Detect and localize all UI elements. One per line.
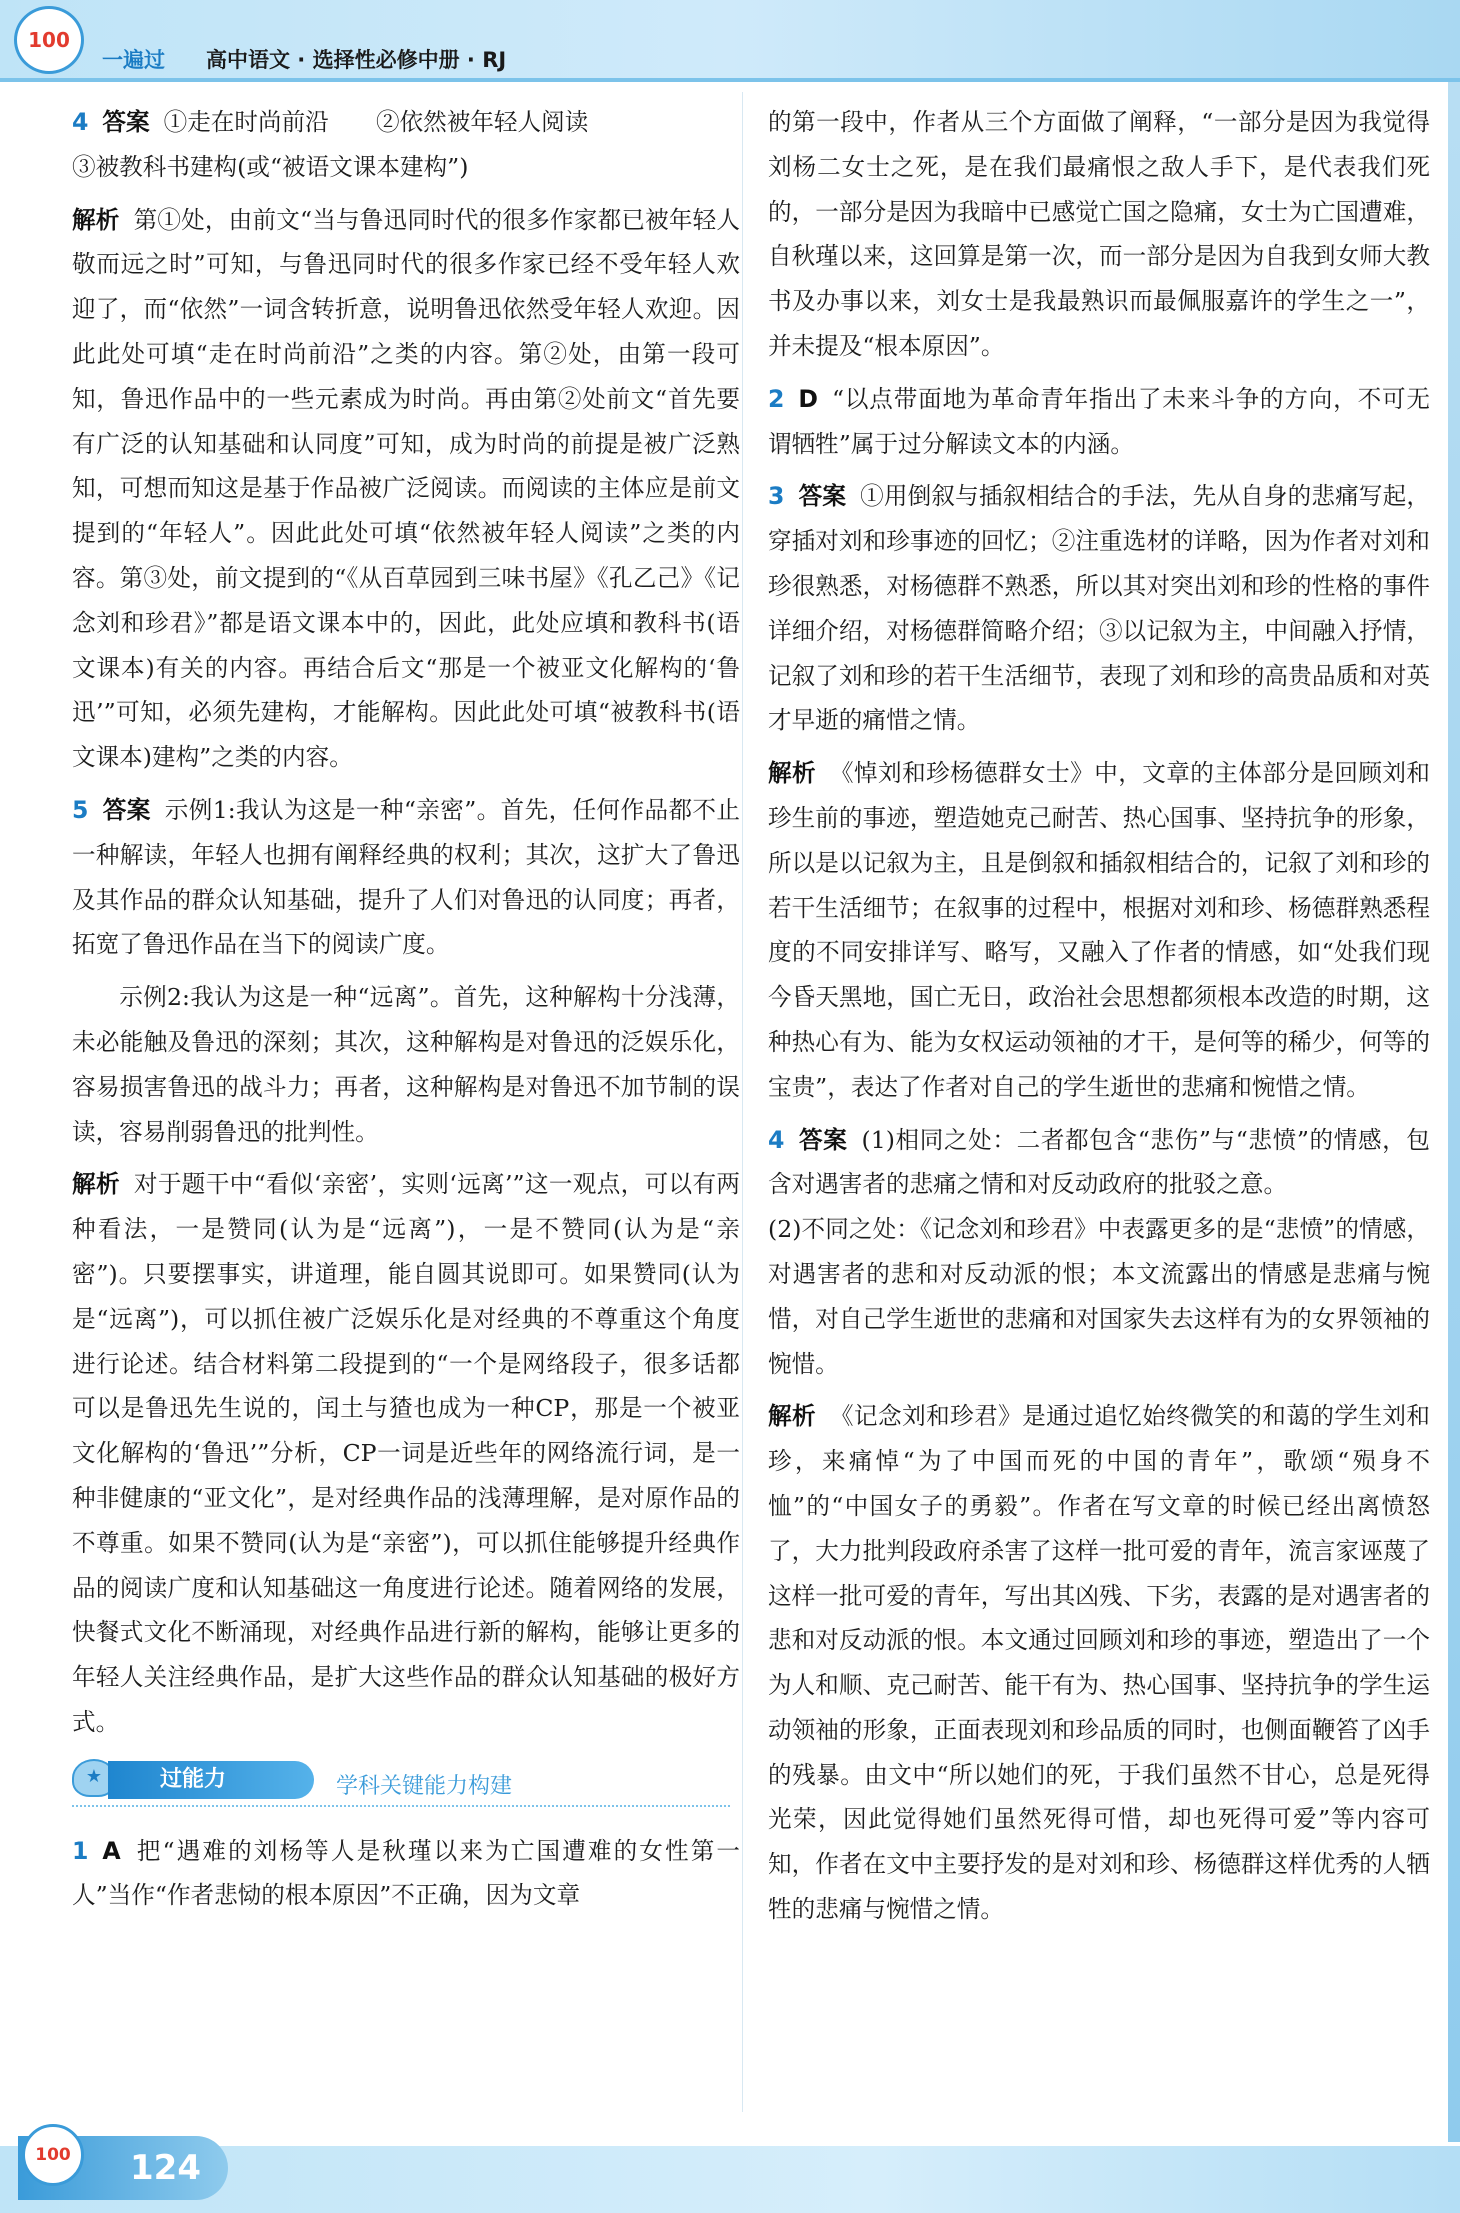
left-column [72, 100, 740, 1926]
ability-q3-analysis [768, 751, 1430, 1109]
section-banner [72, 1755, 740, 1811]
answer-text: (2)不同之处：《记念刘和珍君》中表露更多的是“悲愤”的情感，对遇害者的悲和对反动派的恨；本文流露出的情感是悲痛与惋惜，对自己学生逝世的悲痛和对国家失去这样有为的女界领袖的惋惜。 [768, 1215, 1430, 1378]
book-title: 高中语文 · 选择性必修中册 · RJ [206, 48, 507, 72]
q5-analysis [72, 1162, 740, 1744]
choice-letter: D [798, 384, 819, 413]
analysis-label: 解析 [72, 205, 120, 234]
section-subtitle: 学科关键能力构建 [336, 1773, 513, 1799]
page-number: 124 [130, 2148, 201, 2188]
answer-text: (1)相同之处：二者都包含“悲伤”与“悲愤”的情感，包含对遇害者的悲痛之情和对反动政府的批驳之意。 [768, 1125, 1430, 1199]
answer-label: 答案 [102, 108, 150, 136]
analysis-label: 解析 [768, 759, 817, 788]
question-number: 4 [768, 1125, 785, 1154]
answer-label: 答案 [798, 1125, 848, 1154]
section-dotted-rule [72, 1805, 730, 1807]
ability-q4-answer [768, 1118, 1430, 1387]
section-title: 过能力 [108, 1761, 314, 1799]
explanation-text: 把“遇难的刘杨等人是秋瑾以来为亡国遭难的女性第一人”当作“作者悲恸的根本原因”不正确，因为文章 [72, 1836, 740, 1910]
mascot-icon: ★ [72, 1759, 116, 1797]
analysis-text: 《悼刘和珍杨德群女士》中，文章的主体部分是回顾刘和珍生前的事迹，塑造她克己耐苦、热心国事、坚持抗争的形象，所以是以记叙为主，且是倒叙和插叙相结合的，记叙了刘和珍的若干生活细节；在叙事的过程中，根据对刘和珍、杨德群熟悉程度的不同安排详写、略写，又融入了作者的情感，如“处我们现今昏天黑地，国亡无日，政治社会思想都须根本改造的时期，这种热心有为、能为女权运动领袖的才干，是何等的稀少，何等的宝贵”，表达了作者对自己的学生逝世的悲痛和惋惜之情。 [768, 759, 1430, 1101]
answer-text: 示例1:我认为这是一种“亲密”。首先，任何作品都不止一种解读，年轻人也拥有阐释经典的权利；其次，这扩大了鲁迅及其作品的群众认知基础，提升了人们对鲁迅的认同度；再者，拓宽了鲁迅作品在当下的阅读广度。 [72, 795, 740, 959]
footer-logo-text: 100 [35, 2145, 71, 2165]
brand-name: 一遍过 [102, 48, 165, 72]
ability-q4-analysis [768, 1394, 1430, 1932]
page-edge-strip [1448, 82, 1460, 2142]
choice-letter: A [102, 1836, 121, 1865]
footer-logo [22, 2124, 84, 2186]
answer-label: 答案 [798, 482, 847, 511]
question-number: 1 [72, 1836, 89, 1865]
question-number: 3 [768, 482, 785, 511]
answer-label: 答案 [102, 795, 151, 824]
q5-answer [72, 788, 740, 967]
question-number: 2 [768, 384, 785, 413]
right-column [768, 100, 1430, 1940]
ability-q2 [768, 377, 1430, 467]
answer-text: ③被教科书建构(或“被语文课本建构”) [72, 152, 469, 181]
analysis-text: 《记念刘和珍君》是通过追忆始终微笑的和蔼的学生刘和珍，来痛悼“为了中国而死的中国的青年”，歌颂“殒身不恤”的“中国女子的勇毅”。作者在写文章的时候已经出离愤怒了，大力批判段政府杀害了这样一批可爱的青年，流言家诬蔑了这样一批可爱的青年，写出其凶残、下劣，表露的是对遇害者的悲和对反动派的恨。本文通过回顾刘和珍的事迹，塑造出了一个为人和顺、克己耐苦、能干有为、热心国事、坚持抗争的学生运动领袖的形象，正面表现刘和珍品质的同时，也侧面鞭笞了凶手的残暴。由文中“所以她们的死，于我们虽然不甘心，总是死得光荣，因此觉得她们虽然死得可惜，却也死得可爱”等内容可知，作者在文中主要抒发的是对刘和珍、杨德群这样优秀的人牺牲的悲痛与惋惜之情。 [768, 1402, 1430, 1924]
answer-text: ①走在时尚前沿 ②依然被年轻人阅读 [163, 108, 589, 136]
analysis-text: 对于题干中“看似‘亲密’，实则‘远离’”这一观点，可以有两种看法，一是赞同(认为是“远离”)，一是不赞同(认为是“亲密”)。只要摆事实，讲道理，能自圆其说即可。如果赞同(认为是“远离”)，可以抓住被广泛娱乐化是对经典的不尊重这个角度进行论述。结合材料第二段提到的“一个是网络段子，很多话都可以是鲁迅先生说的，闰土与猹也成为一种CP，那是一个被亚文化解构的‘鲁迅’”分析，CP一词是近些年的网络流行词，是一种非健康的“亚文化”，是对经典作品的浅薄理解，是对原作品的不尊重。如果不赞同(认为是“亲密”)，可以抓住能够提升经典作品的阅读广度和认知基础这一角度进行论述。随着网络的发展，快餐式文化不断涌现，对经典作品进行新的解构，能够让更多的年轻人关注经典作品，是扩大这些作品的群众认知基础的极好方式。 [72, 1170, 741, 1736]
analysis-label: 解析 [768, 1402, 817, 1431]
brand-logo [14, 6, 84, 74]
analysis-label: 解析 [72, 1170, 120, 1199]
question-number: 5 [72, 795, 89, 824]
ability-q1 [72, 1829, 740, 1919]
answer-text: ①用倒叙与插叙相结合的手法，先从自身的悲痛写起，穿插对刘和珍事迹的回忆；②注重选材的详略，因为作者对刘和珍很熟悉，对杨德群不熟悉，所以其对突出刘和珍的性格的事件详细介绍，对杨德群简略介绍；③以记叙为主，中间融入抒情，记叙了刘和珍的若干生活细节，表现了刘和珍的高贵品质和对英才早逝的痛惜之情。 [768, 482, 1431, 735]
q4-answer [72, 100, 740, 190]
ability-q1-continued: 的第一段中，作者从三个方面做了阐释，“一部分是因为我觉得刘杨二女士之死，是在我们最痛恨之敌人手下，是代表我们死的，一部分是因为我暗中已感觉亡国之隐痛，女士为亡国遭难，自秋瑾以来，这回算是第一次，而一部分是因为自我到女师大教书及办事以来，刘女士是我最熟识而最佩服嘉许的学生之一”，并未提及“根本原因”。 [768, 108, 1430, 360]
header-divider [0, 78, 1460, 82]
brand-logo-text: 100 [28, 28, 70, 52]
column-divider [742, 92, 743, 2112]
analysis-text: 第①处，由前文“当与鲁迅同时代的很多作家都已被年轻人敬而远之时”可知，与鲁迅同时代的很多作家已经不受年轻人欢迎了，而“依然”一词含转折意，说明鲁迅依然受年轻人欢迎。因此此处可填“走在时尚前沿”之类的内容。第②处，由第一段可知，鲁迅作品中的一些元素成为时尚。再由第②处前文“首先要有广泛的认知基础和认同度”可知，成为时尚的前提是被广泛熟知，可想而知这是基于作品被广泛阅读。而阅读的主体应是前文提到的“年轻人”。因此此处可填“依然被年轻人阅读”之类的内容。第③处，前文提到的“《从百草园到三味书屋》《孔乙己》《记念刘和珍君》”都是语文课本中的，因此，此处应填和教科书(语文课本)有关的内容。再结合后文“那是一个被亚文化解构的‘鲁迅’”可知，必须先建构，才能解构。因此此处可填“被教科书(语文课本)建构”之类的内容。 [72, 205, 741, 772]
question-number: 4 [72, 108, 89, 136]
explanation-text: “以点带面地为革命青年指出了未来斗争的方向，不可无谓牺牲”属于过分解读文本的内涵。 [768, 384, 1430, 458]
q5-example2: 示例2:我认为这是一种“远离”。首先，这种解构十分浅薄，未必能触及鲁迅的深刻；其次，这种解构是对鲁迅的泛娱乐化，容易损害鲁迅的战斗力；再者，这种解构是对鲁迅不加节制的误读，容易削弱鲁迅的批判性。 [72, 983, 740, 1146]
q4-analysis [72, 198, 740, 780]
ability-q3-answer [768, 474, 1430, 743]
